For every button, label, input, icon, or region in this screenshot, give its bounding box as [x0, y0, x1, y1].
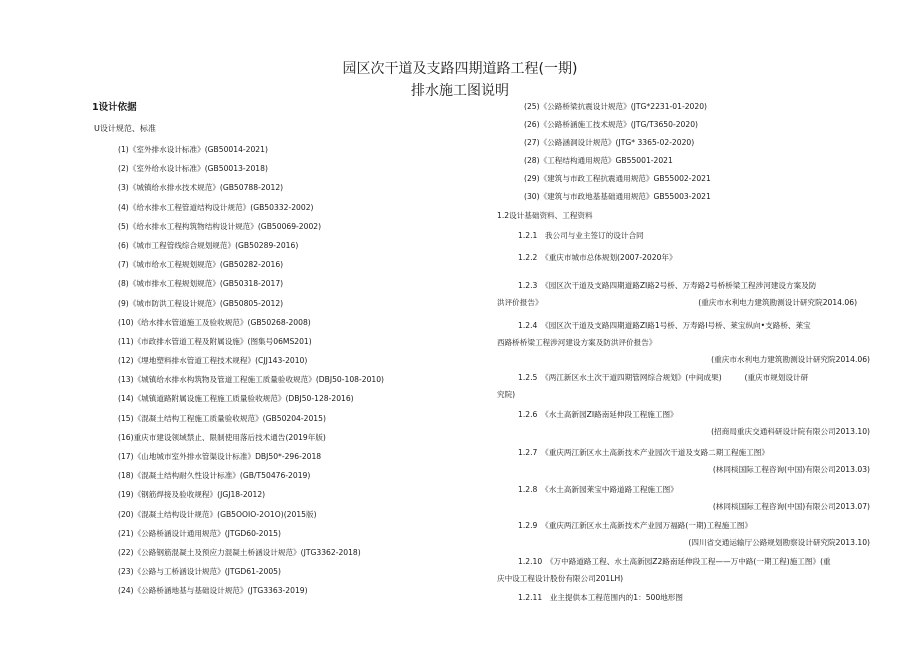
item-text-continued: 究院) [497, 390, 516, 399]
item-text: 1.2.5 《两江新区水土次干道四期管网综合规划》(中间成果) (重庆市规划设计研 [518, 373, 809, 382]
item-text: 1.2.1 我公司与业主签订的设计合同 [518, 231, 644, 240]
list-item: (2)《室外给水设计标准》(GB50013-2018) [118, 164, 268, 174]
item-source: (招商局重庆交通科研设计院有限公司2013.10) [711, 427, 870, 436]
list-item: (6)《城市工程管线综合规划规范》(GB50289-2016) [118, 240, 299, 250]
basic-data-item [497, 444, 870, 478]
sub-heading-standards: U设计规范、标准 [94, 124, 156, 133]
list-item: (20)《混凝土结构设计规范》(GB5OOIO-2O1O)(2015版) [118, 509, 317, 519]
basic-data-item [497, 277, 870, 311]
list-item: (27)《公路涵洞设计规范》(JTG* 3365-02-2020) [524, 138, 695, 147]
basic-data-item [497, 227, 870, 244]
document-title: 园区次干道及支路四期道路工程(一期) [342, 61, 578, 77]
list-item: (25)《公路桥梁抗震设计规范》(JTG*2231-01-2020) [524, 102, 707, 111]
basic-data-item [497, 406, 870, 440]
list-item: (10)《给水排水管道施工及验收规范》(GB50268-2008) [118, 317, 311, 327]
basic-data-item [497, 589, 870, 606]
list-item: (14)《城镇道路附属设施工程施工质量验收规范》(DBJ50-128-2016) [118, 394, 354, 404]
item-text: 1.2.4 《园区次干道及支路四期道路ZI路1号桥、万寿路I号桥、莱宝纵向•支路桥、莱宝 [518, 321, 811, 330]
basic-data-item [497, 317, 870, 368]
list-item: (19)《钢筋焊接及验收规程》(JGJ18-2012) [118, 490, 266, 500]
list-item: (30)《建筑与市政地基基础通用规范》GB55003-2021 [524, 192, 711, 201]
section-heading-basic-data: 1.2设计基础资料、工程资料 [497, 211, 593, 220]
item-text-continued: 洪评价报告》 (重庆市水利电力建筑勘测设计研究院2014.06) [497, 298, 858, 307]
item-text-continued: 西路桥桥梁工程涉河建设方案及防洪评价报告》 [497, 338, 657, 347]
list-item: (24)《公路桥涵地基与基础设计规范》(JTG3363-2019) [118, 586, 308, 596]
list-item: (12)《埋地塑料排水管道工程技术规程》(CJJ143-2010) [118, 356, 308, 366]
list-item: (26)《公路桥涵施工技术规范》(JTG/T3650-2020) [524, 120, 698, 129]
item-text: 1.2.2 《重庆市城市总体规划(2007-2020年》 [518, 253, 677, 262]
list-item: (29)《建筑与市政工程抗震通用规范》GB55002-2021 [524, 174, 711, 183]
item-text: 1.2.11 业主提供本工程范围内的1：500地形图 [518, 593, 683, 602]
list-item: (3)《城镇给水排水技术规范》(GB50788-2012) [118, 183, 284, 193]
list-item: (28)《工程结构通用规范》GB55001-2021 [524, 156, 673, 165]
item-text: 1.2.9 《重庆两江新区水土高新技术产业园万福路(一期)工程施工图》 [518, 521, 753, 530]
list-item: (16)重庆市建设领域禁止、限制使用落后技术通告(2019年版) [118, 432, 326, 442]
list-item: (5)《给水排水工程构筑物结构设计规范》(GB50069-2002) [118, 221, 322, 231]
list-item: (1)《室外排水设计标准》(GB50014-2021) [118, 145, 268, 154]
list-item: (4)《给水排水工程管道结构设计规范》(GB50332-2002) [118, 202, 314, 212]
list-item: (23)《公路与工桥涵设计规范》(JTGD61-2005) [118, 567, 281, 577]
basic-data-item [497, 481, 870, 515]
list-item: (21)《公路桥涵设计通用规范》(JTGD60-2015) [118, 528, 281, 538]
list-item: (11)《市政排水管道工程及附属设施》(图集号06MS201) [118, 336, 312, 346]
list-item: (13)《城镇给水排水构筑物及管道工程施工质量验收规范》(DBJ50-108-2010) [118, 375, 385, 385]
list-item: (7)《城市给水工程规划规范》(GB50282-2016) [118, 260, 284, 270]
item-source: (四川省交通运输厅公路规划勘察设计研究院2013.10) [688, 538, 870, 547]
basic-data-item [497, 249, 870, 266]
list-item: (17)《山地城市室外排水管渠设计标准》DBJ50*-296-2018 [118, 452, 322, 461]
list-item: (15)《混凝土结构工程施工质量验收规范》(GB50204-2015) [118, 413, 326, 423]
section-heading-design-basis: 1设计依据 [92, 102, 137, 113]
basic-data-item [497, 517, 870, 551]
list-item: (22)《公路钢筋混凝土及预应力混凝土桥涵设计规范》(JTG3362-2018) [118, 547, 361, 557]
item-text-continued: 庆中设工程设计股份有限公司201LH) [497, 574, 624, 583]
list-item: (18)《混凝土结构耐久性设计标准》(GB/T50476-2019) [118, 471, 311, 481]
item-source: (林同棪国际工程咨询(中国)有限公司2013.07) [712, 502, 870, 511]
item-text: 1.2.3 《园区次干道及支路四期道路ZI路2号桥、万寿路2号桥桥梁工程涉河建设方案及防 [518, 281, 817, 290]
list-item: (8)《城市排水工程规划规范》(GB50318-2017) [118, 279, 284, 289]
list-item: (9)《城市防洪工程设计规范》(GB50805-2012) [118, 298, 284, 308]
item-source: (重庆市水利电力建筑勘测设计研究院2014.06) [711, 355, 870, 364]
item-source: (林同棪国际工程咨询(中国)有限公司2013.03) [712, 465, 870, 474]
item-text: 1.2.10 《万中路道路工程、水土高新园Z2路南延伸段工程——万中路(一期工程)施工图》(重 [518, 557, 831, 566]
item-text: 1.2.7 《重庆两江新区水土高新技术产业园次干道及支路二期工程施工图》 [518, 448, 769, 457]
basic-data-item [497, 553, 870, 587]
document-subtitle: 排水施工图说明 [411, 83, 509, 99]
basic-data-item [497, 369, 870, 403]
standards-list-left [118, 140, 418, 601]
item-text: 1.2.8 《水土高新园莱宝中路道路工程施工图》 [518, 485, 678, 494]
item-text: 1.2.6 《水土高新园ZI路南延伸段工程施工图》 [518, 410, 678, 419]
